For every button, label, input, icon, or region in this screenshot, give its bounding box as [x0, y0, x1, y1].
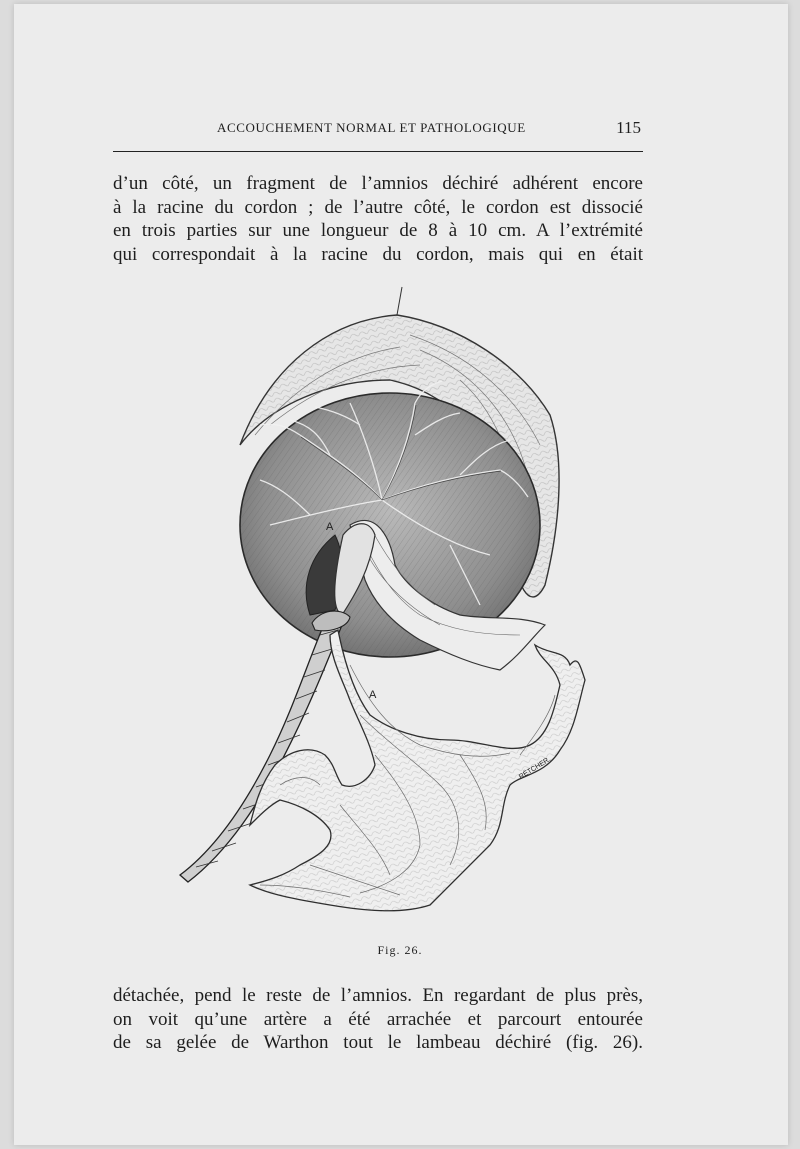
- running-head: ACCOUCHEMENT NORMAL ET PATHOLOGIQUE: [217, 120, 526, 135]
- figure-placenta-illustration: [160, 285, 600, 935]
- page-header: [113, 120, 643, 142]
- paragraph-bottom: [113, 984, 643, 1055]
- text-line: on voit qu’une artère a été arrachée et parcourt entourée: [113, 1008, 643, 1030]
- text-line: détachée, pend le reste de l’amnios. En regardant de plus près,: [113, 985, 643, 1006]
- header-rule: [113, 151, 643, 152]
- engraver-signature: RÉTCHER.: [518, 756, 553, 781]
- text-line: en trois parties sur une longueur de 8 à 10 cm. A l’extrémité: [113, 220, 643, 242]
- figure-label-a-bottom: A: [369, 689, 377, 701]
- figure-label-a-top: A: [326, 521, 334, 533]
- paragraph-top: [113, 172, 643, 266]
- umbilical-cord: [180, 615, 344, 882]
- text-line: de sa gelée de Warthon tout le lambeau déchiré (fig. 26).: [113, 1032, 643, 1054]
- figure-caption: Fig. 26.: [377, 943, 423, 957]
- placenta-engraving: [160, 285, 600, 935]
- page-number: 115: [616, 118, 641, 137]
- text-line: qui correspondait à la racine du cordon, mais qui en était: [113, 243, 643, 265]
- text-line: à la racine du cordon ; de l’autre côté, le cordon est dissocié: [113, 196, 643, 218]
- text-line: d’un côté, un fragment de l’amnios déchiré adhérent encore: [113, 173, 643, 194]
